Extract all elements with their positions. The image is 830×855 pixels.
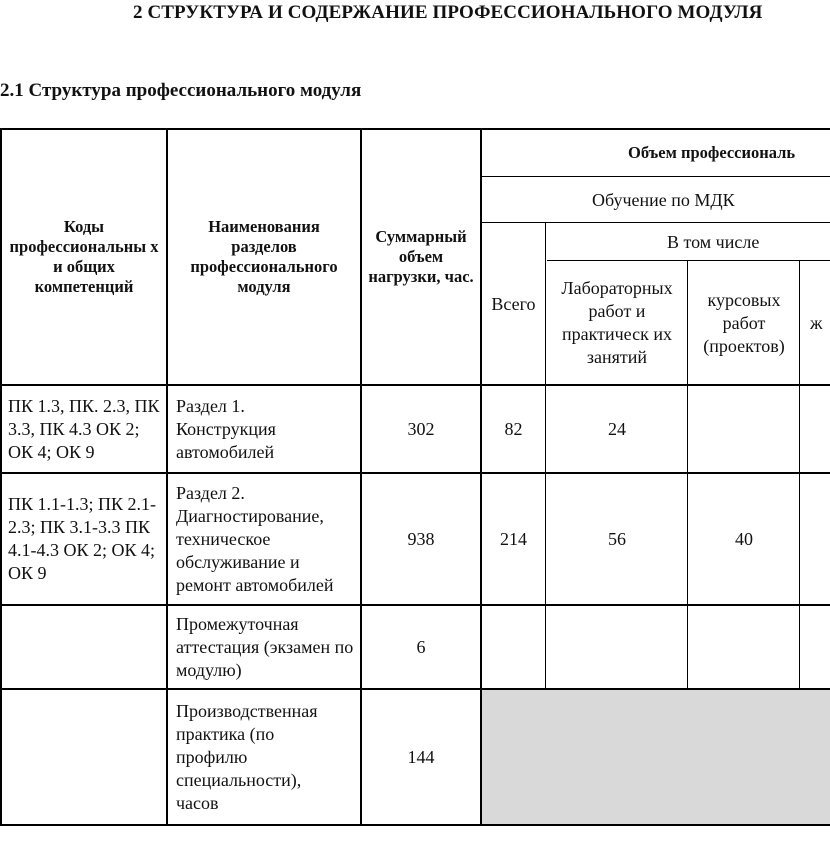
header-total-load-text: Суммарный объем нагрузки, час.	[368, 227, 474, 286]
row1-codes	[2, 386, 166, 472]
row2-total: 938	[362, 474, 480, 604]
row4-name	[168, 690, 360, 824]
header-including-text: В том числе	[667, 231, 760, 252]
row4-codes	[2, 690, 166, 824]
header-volume	[482, 130, 830, 176]
row3-codes	[2, 606, 166, 688]
row2-codes-text: ПК 1.1-1.3; ПК 2.1-2.3; ПК 3.1-3.3 ПК 4.1-4.3 ОК 2; ОК 4; ОК 9	[8, 494, 156, 583]
header-total-load	[362, 130, 480, 384]
header-all-text: Всего	[491, 293, 536, 314]
header-mdk	[482, 178, 830, 222]
header-labs	[547, 262, 687, 384]
row4-shaded-area	[482, 690, 830, 824]
row1-name-text: Раздел 1. Конструкция автомобилей	[176, 395, 276, 462]
row1-course	[689, 386, 799, 472]
header-mdk-text: Обучение по МДК	[592, 189, 735, 210]
row3-extra	[801, 606, 830, 688]
row3-total: 6	[362, 606, 480, 688]
row2-name	[168, 474, 360, 604]
header-extra-text: ж	[810, 312, 823, 333]
row2-name-text: Раздел 2. Диагностирование, техническое обслуживание и ремонт автомобилей	[176, 482, 334, 595]
header-course	[689, 262, 799, 384]
header-sections-text: Наименования разделов профессионального модуля	[190, 217, 338, 296]
row2-labs: 56	[547, 474, 687, 604]
row2-codes	[2, 474, 166, 604]
subsection-title: 2.1 Структура профессионального модуля	[0, 80, 362, 101]
row4-total: 144	[362, 690, 480, 824]
row1-total: 302	[362, 386, 480, 472]
header-sections	[168, 130, 360, 384]
section-title: 2 СТРУКТУРА И СОДЕРЖАНИЕ ПРОФЕССИОНАЛЬНОГО МОДУЛЯ	[133, 2, 763, 23]
row2-course: 40	[689, 474, 799, 604]
header-codes	[2, 130, 166, 384]
module-structure-table	[0, 128, 830, 828]
row3-name-text: Промежуточная аттестация (экзамен по модулю)	[176, 613, 354, 680]
header-labs-text: Лабораторных работ и практическ их занятий	[561, 278, 673, 367]
header-codes-text: Коды профессиональны х и общих компетенций	[9, 217, 159, 296]
row1-name	[168, 386, 360, 472]
row3-all	[482, 606, 545, 688]
row3-labs	[547, 606, 687, 688]
header-course-text: курсовых работ (проектов)	[703, 289, 785, 356]
row2-all: 214	[482, 474, 545, 604]
row4-name-text: Производственная практика (по профилю специальности), часов	[176, 700, 318, 813]
row1-codes-text: ПК 1.3, ПК. 2.3, ПК 3.3, ПК 4.3 ОК 2; ОК 4; ОК 9	[8, 395, 160, 462]
row1-extra	[801, 386, 830, 472]
row2-extra	[801, 474, 830, 604]
header-including	[547, 224, 830, 260]
header-volume-text: Объем профессиональ	[628, 143, 796, 162]
header-extra	[801, 262, 830, 384]
row1-labs: 24	[547, 386, 687, 472]
row3-course	[689, 606, 799, 688]
row1-all: 82	[482, 386, 545, 472]
header-all	[482, 224, 545, 384]
row3-name	[168, 606, 360, 688]
